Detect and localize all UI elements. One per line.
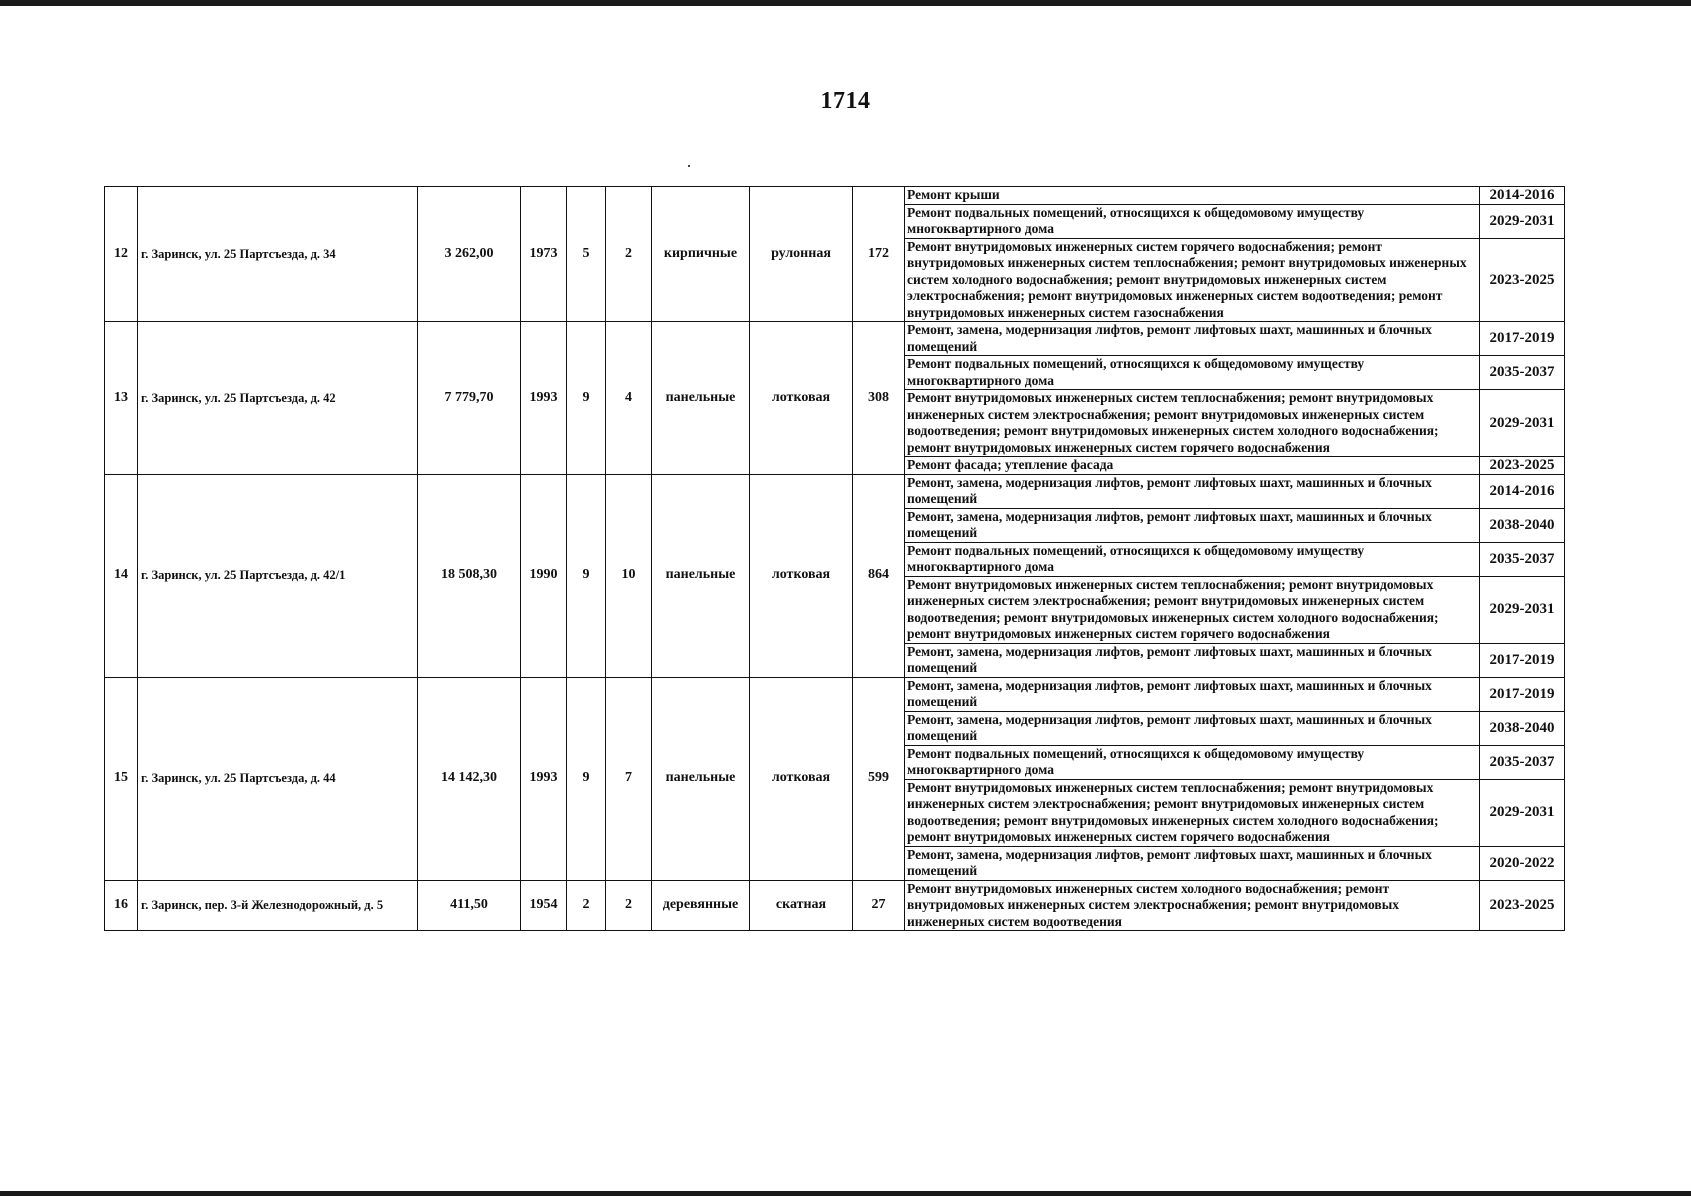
address-cell: г. Заринск, ул. 25 Партсъезда, д. 34 (138, 187, 418, 322)
year-built-cell: 1993 (521, 677, 567, 880)
scan-speck (688, 165, 690, 167)
repair-period-cell: 2017-2019 (1480, 322, 1565, 356)
address-cell: г. Заринск, пер. 3-й Железнодорожный, д. 5 (138, 880, 418, 931)
repair-period-cell: 2020-2022 (1480, 846, 1565, 880)
house-number-cell: 16 (105, 880, 138, 931)
table-row (105, 322, 1565, 356)
entrances-cell: 4 (606, 322, 652, 475)
floors-cell: 5 (567, 187, 606, 322)
table-row (105, 474, 1565, 508)
entrances-cell: 2 (606, 187, 652, 322)
entrances-cell: 7 (606, 677, 652, 880)
roof-type-cell: лотковая (750, 474, 853, 677)
address-cell: г. Заринск, ул. 25 Партсъезда, д. 42/1 (138, 474, 418, 677)
repair-work-cell: Ремонт внутридомовых инженерных систем теплоснабжения; ремонт внутридомовых инженерных систем электроснабжения; ремонт внутридомовых инженерных систем водоотведения; ремонт внутридомовых инженерных систем холодного водоснабжения; ремонт внутридомовых инженерных систем горячего водоснабжения (905, 390, 1480, 457)
repair-work-cell: Ремонт, замена, модернизация лифтов, ремонт лифтовых шахт, машинных и блочных помещений (905, 322, 1480, 356)
repair-period-cell: 2014-2016 (1480, 187, 1565, 205)
wall-material-cell: панельные (652, 322, 750, 475)
table-row (105, 677, 1565, 711)
floors-cell: 9 (567, 322, 606, 475)
repair-work-cell: Ремонт, замена, модернизация лифтов, ремонт лифтовых шахт, машинных и блочных помещений (905, 474, 1480, 508)
year-built-cell: 1993 (521, 322, 567, 475)
wall-material-cell: панельные (652, 677, 750, 880)
residents-cell: 308 (853, 322, 905, 475)
repair-period-cell: 2035-2037 (1480, 745, 1565, 779)
repair-period-cell: 2029-2031 (1480, 390, 1565, 457)
repair-period-cell: 2035-2037 (1480, 356, 1565, 390)
repair-period-cell: 2029-2031 (1480, 576, 1565, 643)
repair-period-cell: 2038-2040 (1480, 508, 1565, 542)
area-cell: 14 142,30 (418, 677, 521, 880)
roof-type-cell: лотковая (750, 677, 853, 880)
year-built-cell: 1954 (521, 880, 567, 931)
address-cell: г. Заринск, ул. 25 Партсъезда, д. 44 (138, 677, 418, 880)
floors-cell: 9 (567, 474, 606, 677)
repair-work-cell: Ремонт, замена, модернизация лифтов, ремонт лифтовых шахт, машинных и блочных помещений (905, 643, 1480, 677)
area-cell: 18 508,30 (418, 474, 521, 677)
entrances-cell: 2 (606, 880, 652, 931)
address-cell: г. Заринск, ул. 25 Партсъезда, д. 42 (138, 322, 418, 475)
wall-material-cell: кирпичные (652, 187, 750, 322)
repair-work-cell: Ремонт внутридомовых инженерных систем горячего водоснабжения; ремонт внутридомовых инженерных систем теплоснабжения; ремонт внутридомовых инженерных систем холодного водоснабжения; ремонт внутридомовых инженерных систем электроснабжения; ремонт внутридомовых инженерных систем водоотведения; ремонт внутридомовых инженерных систем газоснабжения (905, 238, 1480, 322)
repair-work-cell: Ремонт внутридомовых инженерных систем теплоснабжения; ремонт внутридомовых инженерных систем электроснабжения; ремонт внутридомовых инженерных систем водоотведения; ремонт внутридомовых инженерных систем холодного водоснабжения; ремонт внутридомовых инженерных систем горячего водоснабжения (905, 576, 1480, 643)
repair-period-cell: 2017-2019 (1480, 643, 1565, 677)
residents-cell: 864 (853, 474, 905, 677)
repair-work-cell: Ремонт подвальных помещений, относящихся к общедомовому имуществу многоквартирного дома (905, 356, 1480, 390)
roof-type-cell: лотковая (750, 322, 853, 475)
page-number: 1714 (820, 88, 871, 114)
repair-work-cell: Ремонт внутридомовых инженерных систем теплоснабжения; ремонт внутридомовых инженерных систем электроснабжения; ремонт внутридомовых инженерных систем водоотведения; ремонт внутридомовых инженерных систем холодного водоснабжения; ремонт внутридомовых инженерных систем горячего водоснабжения (905, 779, 1480, 846)
housing-repair-table (104, 186, 1565, 931)
residents-cell: 27 (853, 880, 905, 931)
repair-work-cell: Ремонт крыши (905, 187, 1480, 205)
residents-cell: 599 (853, 677, 905, 880)
house-number-cell: 14 (105, 474, 138, 677)
entrances-cell: 10 (606, 474, 652, 677)
house-number-cell: 12 (105, 187, 138, 322)
house-number-cell: 13 (105, 322, 138, 475)
floors-cell: 9 (567, 677, 606, 880)
scan-border-top (0, 0, 1691, 6)
repair-period-cell: 2029-2031 (1480, 204, 1565, 238)
repair-period-cell: 2035-2037 (1480, 542, 1565, 576)
house-number-cell: 15 (105, 677, 138, 880)
table-row (105, 880, 1565, 931)
repair-period-cell: 2029-2031 (1480, 779, 1565, 846)
repair-work-cell: Ремонт, замена, модернизация лифтов, ремонт лифтовых шахт, машинных и блочных помещений (905, 677, 1480, 711)
area-cell: 411,50 (418, 880, 521, 931)
year-built-cell: 1973 (521, 187, 567, 322)
wall-material-cell: деревянные (652, 880, 750, 931)
repair-period-cell: 2014-2016 (1480, 474, 1565, 508)
repair-work-cell: Ремонт внутридомовых инженерных систем холодного водоснабжения; ремонт внутридомовых инженерных систем электроснабжения; ремонт внутридомовых инженерных систем водоотведения (905, 880, 1480, 931)
area-cell: 3 262,00 (418, 187, 521, 322)
repair-period-cell: 2017-2019 (1480, 677, 1565, 711)
scan-border-bottom (0, 1191, 1691, 1196)
roof-type-cell: скатная (750, 880, 853, 931)
repair-period-cell: 2023-2025 (1480, 238, 1565, 322)
repair-work-cell: Ремонт подвальных помещений, относящихся к общедомовому имуществу многоквартирного дома (905, 745, 1480, 779)
repair-period-cell: 2023-2025 (1480, 457, 1565, 475)
table-row (105, 187, 1565, 205)
repair-work-cell: Ремонт подвальных помещений, относящихся к общедомовому имуществу многоквартирного дома (905, 204, 1480, 238)
repair-work-cell: Ремонт, замена, модернизация лифтов, ремонт лифтовых шахт, машинных и блочных помещений (905, 846, 1480, 880)
repair-work-cell: Ремонт фасада; утепление фасада (905, 457, 1480, 475)
roof-type-cell: рулонная (750, 187, 853, 322)
repair-work-cell: Ремонт, замена, модернизация лифтов, ремонт лифтовых шахт, машинных и блочных помещений (905, 508, 1480, 542)
repair-work-cell: Ремонт подвальных помещений, относящихся к общедомовому имуществу многоквартирного дома (905, 542, 1480, 576)
repair-period-cell: 2038-2040 (1480, 711, 1565, 745)
repair-work-cell: Ремонт, замена, модернизация лифтов, ремонт лифтовых шахт, машинных и блочных помещений (905, 711, 1480, 745)
table-body (105, 187, 1565, 931)
floors-cell: 2 (567, 880, 606, 931)
year-built-cell: 1990 (521, 474, 567, 677)
area-cell: 7 779,70 (418, 322, 521, 475)
repair-period-cell: 2023-2025 (1480, 880, 1565, 931)
wall-material-cell: панельные (652, 474, 750, 677)
residents-cell: 172 (853, 187, 905, 322)
